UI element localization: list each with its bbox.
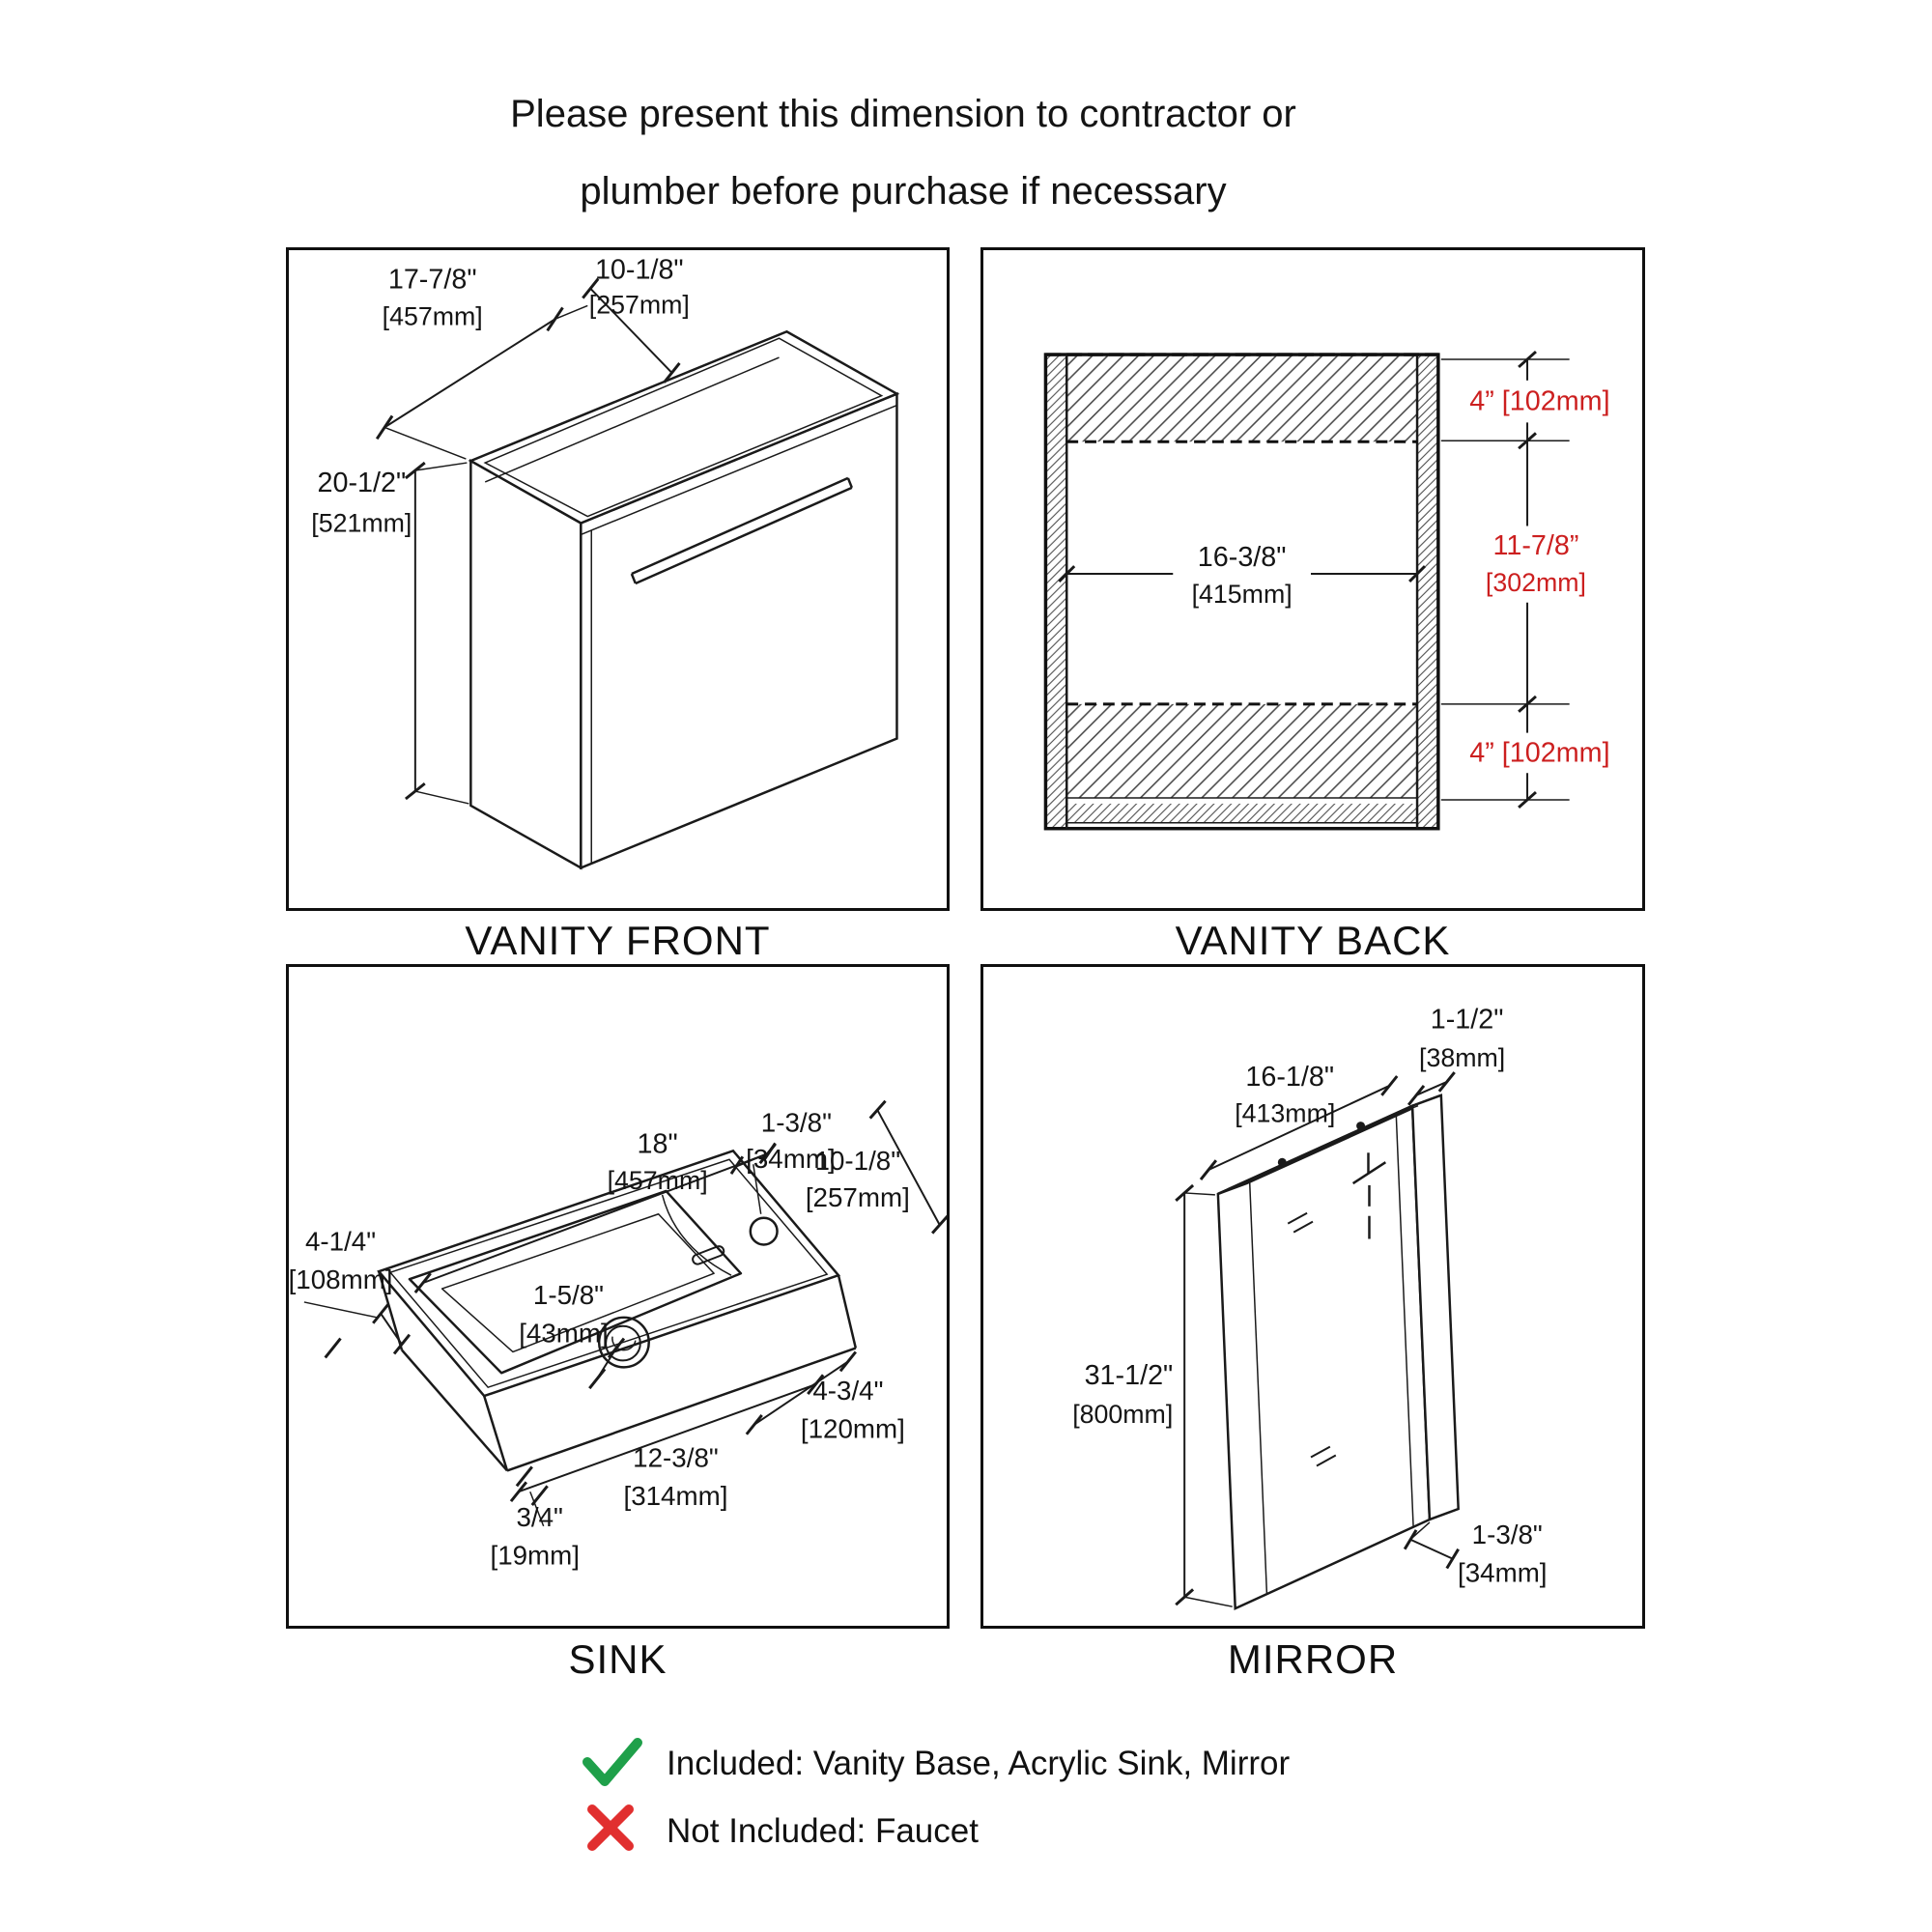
dim-line-bottom-length [519, 1384, 815, 1492]
dim-mirror-thickness-mm: [38mm] [1419, 1043, 1506, 1073]
dim-sink-drain-in: 1-5/8" [532, 1279, 605, 1310]
dim-tick [326, 1339, 341, 1358]
panel-sink [286, 964, 950, 1629]
dim-tick [1381, 1076, 1397, 1095]
dim-ext [304, 1302, 377, 1318]
back-left-strip [1045, 355, 1066, 829]
dim-tick [870, 1101, 886, 1119]
dim-sink-length-mm: [457mm] [607, 1165, 708, 1195]
dim-sink-edge-mm: [19mm] [490, 1540, 581, 1571]
legend-included: Included: Vanity Base, Acrylic Sink, Mirror [667, 1745, 1291, 1782]
x-icon [585, 1803, 636, 1853]
dim-mirror-depth-mm: [34mm] [1458, 1557, 1548, 1588]
dim-opening-width-mm: [415mm] [1191, 579, 1293, 609]
dim-sink-depth-mm: [257mm] [805, 1181, 910, 1212]
back-right-strip [1417, 355, 1438, 829]
dim-tick [589, 1369, 605, 1388]
vanity-front-drawing [289, 250, 947, 908]
back-bottom-band [1066, 704, 1417, 798]
back-bottom-strip [1066, 804, 1417, 823]
dim-ext [415, 791, 469, 804]
dim-mirror-height-mm: [800mm] [1072, 1399, 1174, 1429]
dim-sink-length-in: 18" [637, 1128, 678, 1160]
dim-vanity-front-height-in: 20-1/2" [317, 467, 407, 498]
dim-mirror-width-mm: [413mm] [1235, 1098, 1336, 1128]
dim-opening-height-in: 11-7/8” [1492, 530, 1579, 562]
dim-ext [1184, 1193, 1215, 1195]
title-line-1: Please present this dimension to contractor or [510, 93, 1296, 135]
cabinet-side-face [470, 461, 581, 867]
dim-vanity-front-height-mm: [521mm] [311, 508, 412, 538]
mounting-hole [1356, 1122, 1365, 1130]
dim-tick [840, 1351, 856, 1371]
dim-ext [384, 427, 466, 459]
dim-line-width [384, 319, 554, 427]
panel-mirror [980, 964, 1645, 1629]
legend-not-included: Not Included: Faucet [667, 1812, 979, 1850]
back-top-band [1066, 355, 1417, 441]
vanity-back-drawing [983, 250, 1642, 908]
dim-sink-bottom-length-in: 12-3/8" [633, 1442, 719, 1473]
dim-sink-right-depth-mm: [120mm] [800, 1413, 905, 1444]
sink-drawing [289, 967, 947, 1626]
dim-sink-depth-in: 10-1/8" [814, 1146, 901, 1177]
caption-vanity-front: VANITY FRONT [465, 918, 771, 963]
dim-vanity-front-depth-mm: [257mm] [588, 290, 690, 320]
caption-sink: SINK [568, 1636, 668, 1682]
dim-ext [1184, 1597, 1233, 1606]
dim-line-depth [1410, 1540, 1453, 1559]
dim-sink-right-depth-in: 4-3/4" [812, 1376, 884, 1406]
dim-mirror-width-in: 16-1/8" [1245, 1061, 1335, 1093]
mounting-hole [1278, 1158, 1287, 1167]
dim-tick [1405, 1530, 1416, 1549]
dim-sink-edge-in: 3/4" [516, 1501, 563, 1532]
page-title [0, 93, 1806, 213]
check-icon [582, 1737, 643, 1787]
dim-vanity-front-width-mm: [457mm] [382, 301, 483, 331]
dim-vanity-front-width-in: 17-7/8" [387, 264, 477, 296]
dim-sink-hole-offset-mm: [34mm] [746, 1144, 836, 1175]
dim-mirror-height-in: 31-1/2" [1084, 1360, 1174, 1392]
dim-tick [747, 1415, 762, 1435]
dim-bottom-gap: 4” [102mm] [1469, 737, 1610, 769]
caption-vanity-back: VANITY BACK [1175, 918, 1451, 963]
title-line-2: plumber before purchase if necessary [580, 170, 1227, 213]
dim-opening-width-in: 16-3/8" [1197, 542, 1287, 574]
dim-tick [1447, 1549, 1459, 1569]
dim-mirror-depth-in: 1-3/8" [1471, 1519, 1543, 1549]
dim-sink-height-mm: [108mm] [289, 1264, 393, 1295]
dim-vanity-front-depth-in: 10-1/8" [594, 254, 684, 286]
dim-mirror-thickness-in: 1-1/2" [1430, 1004, 1504, 1036]
caption-mirror: MIRROR [1227, 1636, 1399, 1682]
dim-tick [377, 415, 392, 439]
dim-opening-height-mm: [302mm] [1485, 567, 1586, 597]
mirror-drawing [983, 967, 1642, 1626]
dim-sink-bottom-length-mm: [314mm] [623, 1481, 728, 1512]
dim-sink-hole-offset-in: 1-3/8" [760, 1107, 832, 1138]
sink-edge [838, 1275, 856, 1348]
dim-tick [1439, 1072, 1455, 1092]
sink-edge [484, 1396, 507, 1470]
dim-tick [1201, 1160, 1216, 1179]
dim-tick [548, 307, 563, 330]
dim-tick [932, 1216, 947, 1234]
panel-vanity-back [980, 247, 1645, 911]
dim-top-gap: 4” [102mm] [1469, 385, 1610, 417]
dim-sink-height-in: 4-1/4" [304, 1226, 377, 1257]
panel-vanity-front [286, 247, 950, 911]
dim-sink-drain-mm: [43mm] [519, 1318, 609, 1349]
